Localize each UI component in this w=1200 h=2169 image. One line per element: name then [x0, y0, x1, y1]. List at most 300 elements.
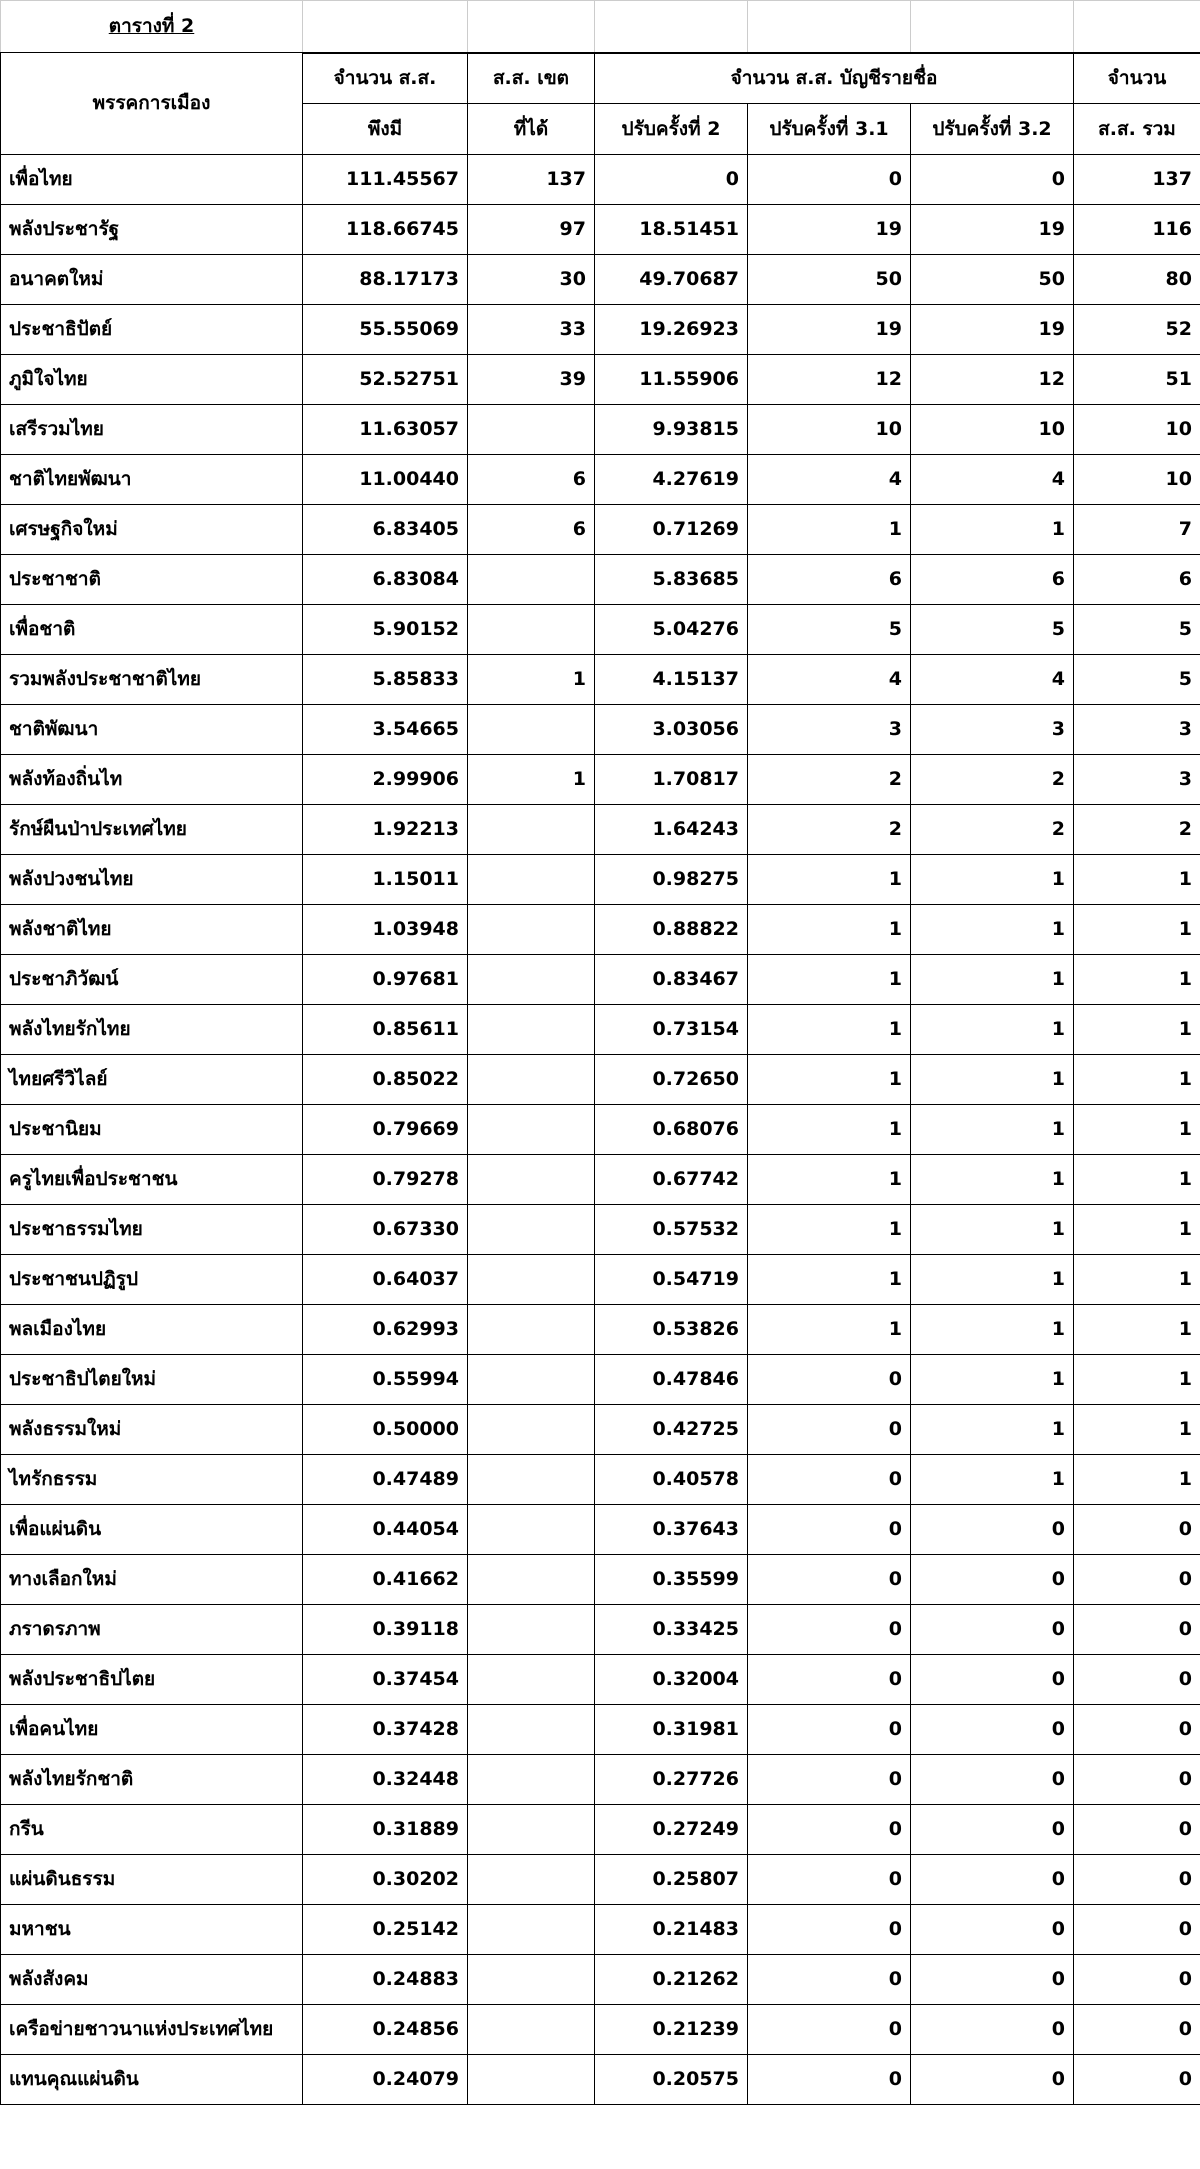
adjust-2-cell[interactable]: 0.71269: [595, 505, 748, 555]
party-name-cell[interactable]: พลังไทยรักไทย: [1, 1005, 303, 1055]
constituency-cell[interactable]: 97: [468, 205, 595, 255]
total-cell[interactable]: 1: [1074, 855, 1200, 905]
header-total-bottom[interactable]: ส.ส. รวม: [1074, 104, 1200, 155]
party-name-cell[interactable]: ไทรักธรรม: [1, 1455, 303, 1505]
should-have-cell[interactable]: 0.64037: [303, 1255, 468, 1305]
total-cell[interactable]: 1: [1074, 1205, 1200, 1255]
adjust-2-cell[interactable]: 18.51451: [595, 205, 748, 255]
adjust-3-1-cell[interactable]: 1: [748, 505, 911, 555]
should-have-cell[interactable]: 0.97681: [303, 955, 468, 1005]
total-cell[interactable]: 0: [1074, 1855, 1200, 1905]
adjust-3-1-cell[interactable]: 1: [748, 1305, 911, 1355]
should-have-cell[interactable]: 0.24856: [303, 2005, 468, 2055]
adjust-3-1-cell[interactable]: 0: [748, 155, 911, 205]
adjust-3-1-cell[interactable]: 1: [748, 1155, 911, 1205]
adjust-3-1-cell[interactable]: 0: [748, 1705, 911, 1755]
party-name-cell[interactable]: ครูไทยเพื่อประชาชน: [1, 1155, 303, 1205]
should-have-cell[interactable]: 0.30202: [303, 1855, 468, 1905]
adjust-3-2-cell[interactable]: 1: [911, 1455, 1074, 1505]
total-cell[interactable]: 0: [1074, 1955, 1200, 2005]
table-row: [1, 555, 1200, 605]
table-row: [1, 1405, 1200, 1455]
adjust-3-2-cell[interactable]: 10: [911, 405, 1074, 455]
adjust-3-2-cell[interactable]: 0: [911, 1805, 1074, 1855]
adjust-3-1-cell[interactable]: 4: [748, 455, 911, 505]
adjust-2-cell[interactable]: 0.57532: [595, 1205, 748, 1255]
party-name-cell[interactable]: เครือข่ายชาวนาแห่งประเทศไทย: [1, 2005, 303, 2055]
adjust-2-cell[interactable]: 0.47846: [595, 1355, 748, 1405]
adjust-2-cell[interactable]: 11.55906: [595, 355, 748, 405]
adjust-2-cell[interactable]: 0.21239: [595, 2005, 748, 2055]
total-cell[interactable]: 0: [1074, 2055, 1200, 2105]
header-party-list-group[interactable]: จำนวน ส.ส. บัญชีรายชื่อ: [595, 53, 1074, 104]
should-have-cell[interactable]: 0.44054: [303, 1505, 468, 1555]
constituency-cell[interactable]: [468, 905, 595, 955]
constituency-cell[interactable]: [468, 1255, 595, 1305]
adjust-2-cell[interactable]: 5.04276: [595, 605, 748, 655]
constituency-cell[interactable]: [468, 1955, 595, 2005]
party-name-cell[interactable]: พลังสังคม: [1, 1955, 303, 2005]
adjust-2-cell[interactable]: 0: [595, 155, 748, 205]
party-name-cell[interactable]: กรีน: [1, 1805, 303, 1855]
total-cell[interactable]: 1: [1074, 1255, 1200, 1305]
empty-cell[interactable]: [468, 1, 595, 53]
adjust-3-1-cell[interactable]: 1: [748, 1055, 911, 1105]
adjust-3-2-cell[interactable]: 0: [911, 1655, 1074, 1705]
party-name-cell[interactable]: ชาติพัฒนา: [1, 705, 303, 755]
constituency-cell[interactable]: 137: [468, 155, 595, 205]
adjust-3-2-cell[interactable]: 0: [911, 1605, 1074, 1655]
adjust-2-cell[interactable]: 0.72650: [595, 1055, 748, 1105]
constituency-cell[interactable]: [468, 805, 595, 855]
adjust-2-cell[interactable]: 0.21262: [595, 1955, 748, 2005]
total-cell[interactable]: 5: [1074, 655, 1200, 705]
adjust-3-1-cell[interactable]: 0: [748, 1405, 911, 1455]
adjust-3-1-cell[interactable]: 2: [748, 805, 911, 855]
should-have-cell[interactable]: 1.03948: [303, 905, 468, 955]
should-have-cell[interactable]: 118.66745: [303, 205, 468, 255]
total-cell[interactable]: 1: [1074, 905, 1200, 955]
total-cell[interactable]: 0: [1074, 2005, 1200, 2055]
adjust-2-cell[interactable]: 4.27619: [595, 455, 748, 505]
adjust-3-1-cell[interactable]: 0: [748, 1605, 911, 1655]
should-have-cell[interactable]: 0.32448: [303, 1755, 468, 1805]
empty-cell[interactable]: [1074, 1, 1200, 53]
constituency-cell[interactable]: [468, 1205, 595, 1255]
total-cell[interactable]: 1: [1074, 1305, 1200, 1355]
adjust-2-cell[interactable]: 49.70687: [595, 255, 748, 305]
constituency-cell[interactable]: [468, 1355, 595, 1405]
total-cell[interactable]: 1: [1074, 955, 1200, 1005]
total-cell[interactable]: 51: [1074, 355, 1200, 405]
header-should-top[interactable]: จำนวน ส.ส.: [303, 53, 468, 104]
header-constituency-bottom[interactable]: ที่ได้: [468, 104, 595, 155]
adjust-2-cell[interactable]: 9.93815: [595, 405, 748, 455]
total-cell[interactable]: 7: [1074, 505, 1200, 555]
adjust-3-2-cell[interactable]: 1: [911, 1305, 1074, 1355]
table-row: [1, 1805, 1200, 1855]
adjust-3-1-cell[interactable]: 0: [748, 1905, 911, 1955]
party-name-cell[interactable]: พลังประชารัฐ: [1, 205, 303, 255]
constituency-cell[interactable]: [468, 1655, 595, 1705]
adjust-3-2-cell[interactable]: 1: [911, 955, 1074, 1005]
adjust-3-1-cell[interactable]: 0: [748, 1805, 911, 1855]
should-have-cell[interactable]: 0.24079: [303, 2055, 468, 2105]
party-name-cell[interactable]: ไทยศรีวิไลย์: [1, 1055, 303, 1105]
adjust-2-cell[interactable]: 3.03056: [595, 705, 748, 755]
adjust-2-cell[interactable]: 0.25807: [595, 1855, 748, 1905]
total-cell[interactable]: 3: [1074, 705, 1200, 755]
adjust-2-cell[interactable]: 0.88822: [595, 905, 748, 955]
adjust-3-2-cell[interactable]: 1: [911, 1405, 1074, 1455]
should-have-cell[interactable]: 3.54665: [303, 705, 468, 755]
constituency-cell[interactable]: [468, 1455, 595, 1505]
should-have-cell[interactable]: 0.39118: [303, 1605, 468, 1655]
party-name-cell[interactable]: ประชาธรรมไทย: [1, 1205, 303, 1255]
adjust-2-cell[interactable]: 19.26923: [595, 305, 748, 355]
party-name-cell[interactable]: เพื่อคนไทย: [1, 1705, 303, 1755]
party-name-cell[interactable]: เสรีรวมไทย: [1, 405, 303, 455]
adjust-3-1-cell[interactable]: 1: [748, 1205, 911, 1255]
party-name-cell[interactable]: ประชาชาติ: [1, 555, 303, 605]
constituency-cell[interactable]: [468, 1005, 595, 1055]
total-cell[interactable]: 1: [1074, 1355, 1200, 1405]
adjust-3-2-cell[interactable]: 1: [911, 1255, 1074, 1305]
adjust-2-cell[interactable]: 1.64243: [595, 805, 748, 855]
adjust-2-cell[interactable]: 0.27249: [595, 1805, 748, 1855]
adjust-3-2-cell[interactable]: 3: [911, 705, 1074, 755]
total-cell[interactable]: 0: [1074, 1605, 1200, 1655]
constituency-cell[interactable]: [468, 1705, 595, 1755]
adjust-3-2-cell[interactable]: 1: [911, 1155, 1074, 1205]
constituency-cell[interactable]: [468, 1055, 595, 1105]
adjust-3-1-cell[interactable]: 0: [748, 1455, 911, 1505]
party-name-cell[interactable]: รวมพลังประชาชาติไทย: [1, 655, 303, 705]
table-row: [1, 355, 1200, 405]
adjust-3-2-cell[interactable]: 0: [911, 2055, 1074, 2105]
adjust-3-2-cell[interactable]: 50: [911, 255, 1074, 305]
total-cell[interactable]: 5: [1074, 605, 1200, 655]
party-name-cell[interactable]: ประชาธิปไตยใหม่: [1, 1355, 303, 1405]
adjust-3-1-cell[interactable]: 0: [748, 1855, 911, 1905]
header-adjust-3-2[interactable]: ปรับครั้งที่ 3.2: [911, 104, 1074, 155]
constituency-cell[interactable]: [468, 405, 595, 455]
table-row: [1, 1605, 1200, 1655]
party-name-cell[interactable]: ทางเลือกใหม่: [1, 1555, 303, 1605]
should-have-cell[interactable]: 0.41662: [303, 1555, 468, 1605]
total-cell[interactable]: 0: [1074, 1705, 1200, 1755]
empty-cell[interactable]: [911, 1, 1074, 53]
total-cell[interactable]: 0: [1074, 1905, 1200, 1955]
total-cell[interactable]: 0: [1074, 1655, 1200, 1705]
party-name-cell[interactable]: ชาติไทยพัฒนา: [1, 455, 303, 505]
constituency-cell[interactable]: [468, 2055, 595, 2105]
should-have-cell[interactable]: 5.85833: [303, 655, 468, 705]
total-cell[interactable]: 10: [1074, 455, 1200, 505]
header-total-top[interactable]: จำนวน: [1074, 53, 1200, 104]
party-name-cell[interactable]: มหาชน: [1, 1905, 303, 1955]
adjust-2-cell[interactable]: 0.68076: [595, 1105, 748, 1155]
header-party[interactable]: พรรคการเมือง: [1, 53, 303, 155]
adjust-3-2-cell[interactable]: 2: [911, 755, 1074, 805]
adjust-3-2-cell[interactable]: 0: [911, 2005, 1074, 2055]
constituency-cell[interactable]: [468, 1105, 595, 1155]
party-name-cell[interactable]: ภูมิใจไทย: [1, 355, 303, 405]
constituency-cell[interactable]: 30: [468, 255, 595, 305]
adjust-3-1-cell[interactable]: 0: [748, 2055, 911, 2105]
adjust-2-cell[interactable]: 0.73154: [595, 1005, 748, 1055]
constituency-cell[interactable]: 33: [468, 305, 595, 355]
adjust-2-cell[interactable]: 0.54719: [595, 1255, 748, 1305]
constituency-cell[interactable]: [468, 1605, 595, 1655]
total-cell[interactable]: 116: [1074, 205, 1200, 255]
should-have-cell[interactable]: 1.15011: [303, 855, 468, 905]
party-name-cell[interactable]: พลเมืองไทย: [1, 1305, 303, 1355]
constituency-cell[interactable]: [468, 605, 595, 655]
total-cell[interactable]: 1: [1074, 1155, 1200, 1205]
constituency-cell[interactable]: [468, 1155, 595, 1205]
total-cell[interactable]: 6: [1074, 555, 1200, 605]
empty-cell[interactable]: [748, 1, 911, 53]
table-title[interactable]: ตารางที่ 2: [1, 1, 303, 53]
should-have-cell[interactable]: 0.62993: [303, 1305, 468, 1355]
constituency-cell[interactable]: [468, 1905, 595, 1955]
total-cell[interactable]: 0: [1074, 1555, 1200, 1605]
adjust-3-1-cell[interactable]: 0: [748, 2005, 911, 2055]
adjust-2-cell[interactable]: 0.83467: [595, 955, 748, 1005]
party-name-cell[interactable]: พลังประชาธิปไตย: [1, 1655, 303, 1705]
adjust-3-2-cell[interactable]: 1: [911, 1355, 1074, 1405]
constituency-cell[interactable]: [468, 705, 595, 755]
should-have-cell[interactable]: 0.85022: [303, 1055, 468, 1105]
adjust-3-1-cell[interactable]: 0: [748, 1755, 911, 1805]
adjust-2-cell[interactable]: 0.32004: [595, 1655, 748, 1705]
party-name-cell[interactable]: แทนคุณแผ่นดิน: [1, 2055, 303, 2105]
adjust-2-cell[interactable]: 0.40578: [595, 1455, 748, 1505]
header-constituency-top[interactable]: ส.ส. เขต: [468, 53, 595, 104]
adjust-3-2-cell[interactable]: 0: [911, 1555, 1074, 1605]
header-adjust-3-1[interactable]: ปรับครั้งที่ 3.1: [748, 104, 911, 155]
adjust-3-1-cell[interactable]: 1: [748, 855, 911, 905]
adjust-2-cell[interactable]: 0.42725: [595, 1405, 748, 1455]
constituency-cell[interactable]: 6: [468, 505, 595, 555]
should-have-cell[interactable]: 11.63057: [303, 405, 468, 455]
adjust-3-2-cell[interactable]: 2: [911, 805, 1074, 855]
adjust-3-2-cell[interactable]: 1: [911, 1005, 1074, 1055]
adjust-2-cell[interactable]: 4.15137: [595, 655, 748, 705]
adjust-3-2-cell[interactable]: 4: [911, 455, 1074, 505]
total-cell[interactable]: 1: [1074, 1005, 1200, 1055]
adjust-2-cell[interactable]: 0.31981: [595, 1705, 748, 1755]
constituency-cell[interactable]: [468, 1405, 595, 1455]
constituency-cell[interactable]: [468, 1755, 595, 1805]
adjust-3-1-cell[interactable]: 5: [748, 605, 911, 655]
should-have-cell[interactable]: 0.37428: [303, 1705, 468, 1755]
total-cell[interactable]: 1: [1074, 1055, 1200, 1105]
adjust-3-1-cell[interactable]: 1: [748, 1255, 911, 1305]
adjust-2-cell[interactable]: 1.70817: [595, 755, 748, 805]
adjust-2-cell[interactable]: 0.98275: [595, 855, 748, 905]
total-cell[interactable]: 0: [1074, 1755, 1200, 1805]
adjust-2-cell[interactable]: 0.27726: [595, 1755, 748, 1805]
constituency-cell[interactable]: [468, 1555, 595, 1605]
adjust-3-2-cell[interactable]: 0: [911, 1705, 1074, 1755]
adjust-3-2-cell[interactable]: 1: [911, 505, 1074, 555]
adjust-2-cell[interactable]: 0.33425: [595, 1605, 748, 1655]
party-name-cell[interactable]: พลังธรรมใหม่: [1, 1405, 303, 1455]
party-name-cell[interactable]: พลังชาติไทย: [1, 905, 303, 955]
adjust-3-1-cell[interactable]: 1: [748, 905, 911, 955]
adjust-3-2-cell[interactable]: 5: [911, 605, 1074, 655]
adjust-3-1-cell[interactable]: 1: [748, 955, 911, 1005]
constituency-cell[interactable]: [468, 2005, 595, 2055]
total-cell[interactable]: 137: [1074, 155, 1200, 205]
adjust-3-2-cell[interactable]: 0: [911, 155, 1074, 205]
constituency-cell[interactable]: [468, 855, 595, 905]
should-have-cell[interactable]: 5.90152: [303, 605, 468, 655]
party-name-cell[interactable]: ประชานิยม: [1, 1105, 303, 1155]
total-cell[interactable]: 2: [1074, 805, 1200, 855]
adjust-3-1-cell[interactable]: 0: [748, 1655, 911, 1705]
header-adjust-2[interactable]: ปรับครั้งที่ 2: [595, 104, 748, 155]
party-name-cell[interactable]: พลังไทยรักชาติ: [1, 1755, 303, 1805]
adjust-3-1-cell[interactable]: 4: [748, 655, 911, 705]
empty-cell[interactable]: [303, 1, 468, 53]
adjust-3-2-cell[interactable]: 1: [911, 905, 1074, 955]
adjust-3-2-cell[interactable]: 0: [911, 1855, 1074, 1905]
should-have-cell[interactable]: 55.55069: [303, 305, 468, 355]
adjust-3-2-cell[interactable]: 1: [911, 1105, 1074, 1155]
total-cell[interactable]: 3: [1074, 755, 1200, 805]
adjust-3-1-cell[interactable]: 19: [748, 205, 911, 255]
adjust-3-1-cell[interactable]: 0: [748, 1955, 911, 2005]
adjust-3-2-cell[interactable]: 1: [911, 1055, 1074, 1105]
constituency-cell[interactable]: 1: [468, 755, 595, 805]
should-have-cell[interactable]: 111.45567: [303, 155, 468, 205]
adjust-2-cell[interactable]: 5.83685: [595, 555, 748, 605]
party-name-cell[interactable]: เพื่อแผ่นดิน: [1, 1505, 303, 1555]
should-have-cell[interactable]: 6.83084: [303, 555, 468, 605]
should-have-cell[interactable]: 0.50000: [303, 1405, 468, 1455]
adjust-3-1-cell[interactable]: 0: [748, 1355, 911, 1405]
total-cell[interactable]: 1: [1074, 1105, 1200, 1155]
empty-cell[interactable]: [595, 1, 748, 53]
adjust-3-1-cell[interactable]: 6: [748, 555, 911, 605]
adjust-3-1-cell[interactable]: 1: [748, 1005, 911, 1055]
adjust-3-2-cell[interactable]: 1: [911, 1205, 1074, 1255]
adjust-3-2-cell[interactable]: 0: [911, 1905, 1074, 1955]
should-have-cell[interactable]: 88.17173: [303, 255, 468, 305]
adjust-2-cell[interactable]: 0.53826: [595, 1305, 748, 1355]
adjust-2-cell[interactable]: 0.67742: [595, 1155, 748, 1205]
adjust-3-2-cell[interactable]: 0: [911, 1955, 1074, 2005]
total-cell[interactable]: 1: [1074, 1405, 1200, 1455]
should-have-cell[interactable]: 0.79278: [303, 1155, 468, 1205]
adjust-3-2-cell[interactable]: 4: [911, 655, 1074, 705]
party-name-cell[interactable]: เพื่อไทย: [1, 155, 303, 205]
party-name-cell[interactable]: ประชาภิวัฒน์: [1, 955, 303, 1005]
constituency-cell[interactable]: 6: [468, 455, 595, 505]
should-have-cell[interactable]: 0.31889: [303, 1805, 468, 1855]
should-have-cell[interactable]: 0.55994: [303, 1355, 468, 1405]
adjust-3-1-cell[interactable]: 2: [748, 755, 911, 805]
adjust-3-2-cell[interactable]: 0: [911, 1505, 1074, 1555]
should-have-cell[interactable]: 0.47489: [303, 1455, 468, 1505]
adjust-3-2-cell[interactable]: 19: [911, 305, 1074, 355]
constituency-cell[interactable]: [468, 1855, 595, 1905]
total-cell[interactable]: 1: [1074, 1455, 1200, 1505]
adjust-2-cell[interactable]: 0.37643: [595, 1505, 748, 1555]
constituency-cell[interactable]: [468, 1805, 595, 1855]
adjust-3-1-cell[interactable]: 12: [748, 355, 911, 405]
should-have-cell[interactable]: 0.37454: [303, 1655, 468, 1705]
should-have-cell[interactable]: 2.99906: [303, 755, 468, 805]
header-should-bottom[interactable]: พึงมี: [303, 104, 468, 155]
adjust-3-1-cell[interactable]: 0: [748, 1505, 911, 1555]
constituency-cell[interactable]: 1: [468, 655, 595, 705]
adjust-2-cell[interactable]: 0.35599: [595, 1555, 748, 1605]
party-name-cell[interactable]: ประชาชนปฏิรูป: [1, 1255, 303, 1305]
adjust-3-2-cell[interactable]: 6: [911, 555, 1074, 605]
adjust-3-1-cell[interactable]: 0: [748, 1555, 911, 1605]
party-name-cell[interactable]: พลังท้องถิ่นไท: [1, 755, 303, 805]
should-have-cell[interactable]: 11.00440: [303, 455, 468, 505]
constituency-cell[interactable]: 39: [468, 355, 595, 405]
should-have-cell[interactable]: 0.85611: [303, 1005, 468, 1055]
adjust-3-1-cell[interactable]: 3: [748, 705, 911, 755]
total-cell[interactable]: 0: [1074, 1805, 1200, 1855]
party-name-cell[interactable]: เพื่อชาติ: [1, 605, 303, 655]
adjust-3-1-cell[interactable]: 19: [748, 305, 911, 355]
constituency-cell[interactable]: [468, 1505, 595, 1555]
adjust-3-2-cell[interactable]: 1: [911, 855, 1074, 905]
total-cell[interactable]: 52: [1074, 305, 1200, 355]
adjust-3-1-cell[interactable]: 50: [748, 255, 911, 305]
constituency-cell[interactable]: [468, 555, 595, 605]
party-name-cell[interactable]: พลังปวงชนไทย: [1, 855, 303, 905]
total-cell[interactable]: 10: [1074, 405, 1200, 455]
table-row: [1, 1255, 1200, 1305]
adjust-3-2-cell[interactable]: 19: [911, 205, 1074, 255]
adjust-2-cell[interactable]: 0.21483: [595, 1905, 748, 1955]
party-name-cell[interactable]: ประชาธิปัตย์: [1, 305, 303, 355]
should-have-cell[interactable]: 1.92213: [303, 805, 468, 855]
party-name-cell[interactable]: เศรษฐกิจใหม่: [1, 505, 303, 555]
adjust-3-1-cell[interactable]: 10: [748, 405, 911, 455]
should-have-cell[interactable]: 6.83405: [303, 505, 468, 555]
adjust-3-2-cell[interactable]: 0: [911, 1755, 1074, 1805]
adjust-3-1-cell[interactable]: 1: [748, 1105, 911, 1155]
total-cell[interactable]: 0: [1074, 1505, 1200, 1555]
party-name-cell[interactable]: รักษ์ผืนป่าประเทศไทย: [1, 805, 303, 855]
table-row: [1, 755, 1200, 805]
party-name-cell[interactable]: ภราดรภาพ: [1, 1605, 303, 1655]
adjust-3-2-cell[interactable]: 12: [911, 355, 1074, 405]
should-have-cell[interactable]: 52.52751: [303, 355, 468, 405]
should-have-cell[interactable]: 0.25142: [303, 1905, 468, 1955]
total-cell[interactable]: 80: [1074, 255, 1200, 305]
should-have-cell[interactable]: 0.24883: [303, 1955, 468, 2005]
constituency-cell[interactable]: [468, 1305, 595, 1355]
party-name-cell[interactable]: แผ่นดินธรรม: [1, 1855, 303, 1905]
party-name-cell[interactable]: อนาคตใหม่: [1, 255, 303, 305]
should-have-cell[interactable]: 0.79669: [303, 1105, 468, 1155]
title-row: [1, 1, 1200, 53]
constituency-cell[interactable]: [468, 955, 595, 1005]
adjust-2-cell[interactable]: 0.20575: [595, 2055, 748, 2105]
table-row: [1, 955, 1200, 1005]
should-have-cell[interactable]: 0.67330: [303, 1205, 468, 1255]
